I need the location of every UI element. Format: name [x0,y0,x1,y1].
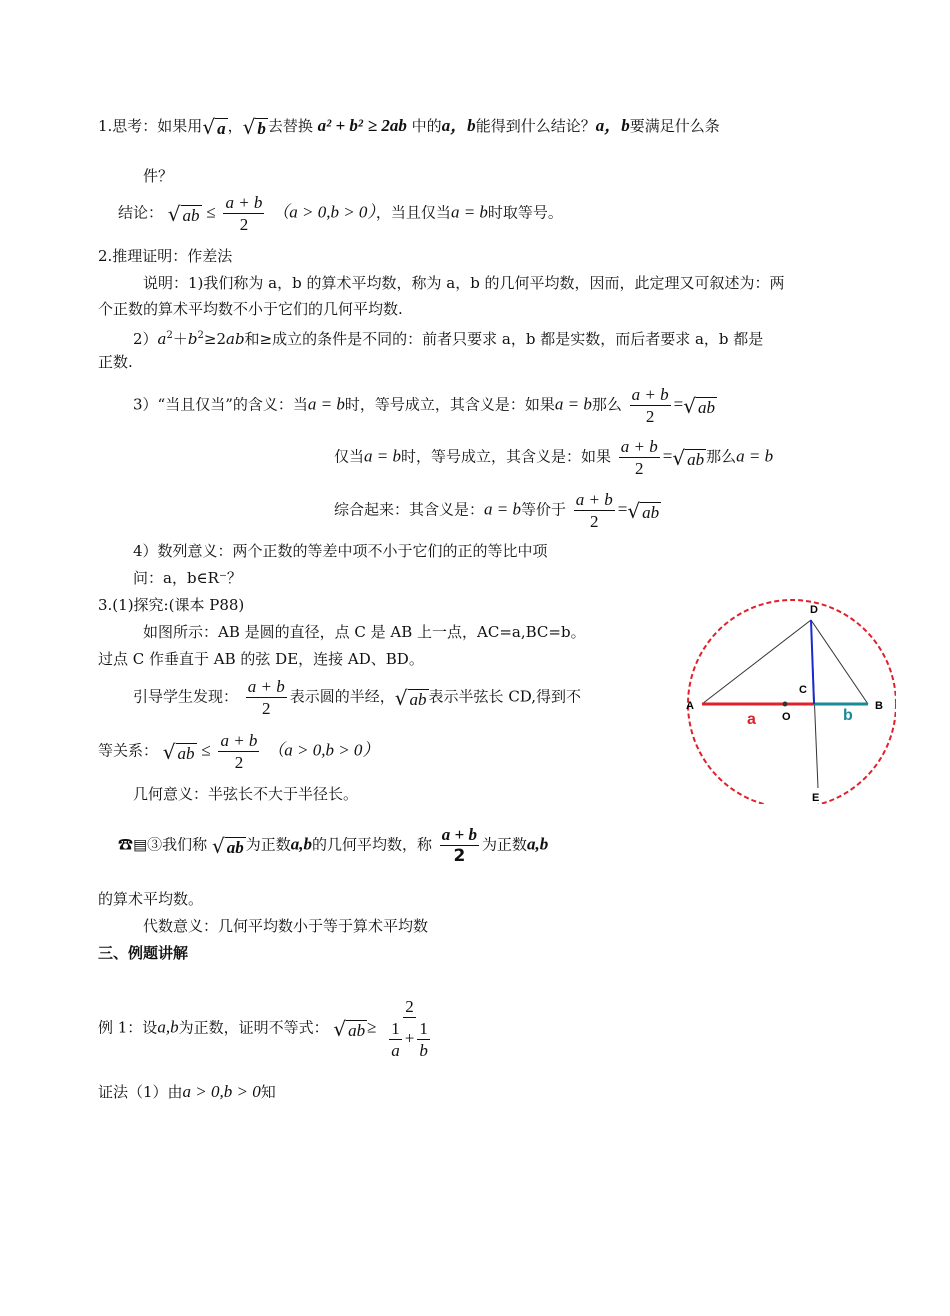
sqrt-ab: √ ab [683,393,715,418]
ineq-lhs: a² + b² [317,116,364,135]
a-eq-b: a = b [484,499,521,519]
text: 时，等号成立，其含义是：如果 [401,447,612,466]
text: 问：a，b∈R⁻？ [133,569,242,587]
text: 能得到什么结论？ [475,117,596,135]
label-a: A [686,700,694,712]
text: 1.思考：如果用 [98,117,203,135]
text: 表示圆的半经， [289,687,395,706]
label-seg-a: a [747,711,756,728]
a-eq-b: a = b [450,202,488,222]
label-seg-b: b [843,707,853,724]
text: 例 1：设 [98,1018,158,1037]
condition: （a > 0,b > 0） [267,740,380,760]
a-eq-b: a = b [307,394,345,414]
le-sign: ≤ [206,202,216,222]
text: 2） [133,330,158,348]
text: 引导学生发现： [133,687,239,706]
text: 代数意义：几何平均数小于等于算术平均数 [143,917,429,935]
text: 正数. [98,353,133,371]
text: ab [226,330,245,348]
eq-sign: = [617,499,628,519]
fraction: $\frac{a + b}{2}$ [631,385,669,426]
text: 为正数 [245,835,291,854]
text: ☎▤➂我们称 [118,835,208,854]
fraction: $\frac{a + b}{2}$ [247,677,285,718]
text: 要满足什么条 [629,117,720,135]
ab-pair: a,b [157,1017,179,1037]
pos-cond: a > 0,b > 0 [182,1082,261,1101]
chord-ad [702,620,811,704]
fraction: $\frac{a + b}{2}$ [575,490,613,531]
text: 等关系： [98,741,159,760]
center-point [783,702,788,707]
label-b: B [875,700,883,712]
text: 结论： [118,203,164,222]
sqrt-ab: √ ab [162,739,195,764]
text: 时取等号。 [487,203,563,222]
ab-vars: a，b [441,116,476,135]
text: 2.推理证明：作差法 [98,247,233,265]
fraction: 2 $\frac{1}{a}$ + $\frac{1}{b}$ [391,997,428,1060]
text: 几何意义：半弦长不大于半径长。 [133,785,359,803]
sqrt-ab: √ ab [394,685,427,710]
text: 4）数列意义：两个正数的等差中项不小于它们的正的等比中项 [133,542,548,560]
text: 时，等号成立，其含义是：如果 [344,395,555,414]
text: 综合起来：其含义是： [334,500,485,519]
sqrt-a: √ a [202,115,226,139]
text: 为正数 [481,835,527,854]
a-eq-b: a = b [364,446,401,466]
text: 证法（1）由 [98,1083,183,1101]
label-c: C [799,684,807,696]
text: 知 [260,1083,276,1101]
label-e: E [812,792,820,804]
eq-sign: = [673,394,684,414]
ineq-rhs: ≥ 2ab [367,116,407,135]
text: 仅当 [334,447,365,466]
text: ≥2 [203,330,226,348]
circle [688,600,896,804]
segment-cd [811,620,814,704]
fraction: $\frac{a + b}{2}$ [220,731,258,772]
text: 件？ [143,167,174,185]
ab-pair: a,b [526,834,549,854]
text: 表示半弦长 CD,得到不 [428,687,582,706]
sqrt-ab: √ ab [672,445,705,470]
fraction: $\frac{a + b}{2}$ [620,437,658,478]
label-d: D [810,604,818,616]
condition: （a > 0,b > 0） [272,202,376,222]
text: 中的 [411,117,442,135]
text: 为正数，证明不等式： [178,1018,329,1037]
text: 3）“当且仅当”的含义：当 [133,395,308,414]
label-o: O [782,711,791,723]
sqrt-ab: √ ab [211,833,244,858]
le-sign: ≤ [201,740,211,760]
sqrt-ab: √ ab [167,201,200,226]
text: a [157,330,167,348]
text: ，当且仅当 [375,203,451,222]
circle-diagram [686,598,896,804]
text: 个正数的算术平均数不小于它们的几何平均数. [98,300,403,318]
sqrt-ab: √ ab [627,498,660,523]
text: 如图所示：AB 是圆的直径，点 C 是 AB 上一点，AC=a,BC=b。 [143,623,586,641]
text: 那么 [706,447,737,466]
ge-sign: ≥ [367,1017,377,1037]
text: 和≥成立的条件是不同的：前者只要求 a，b 都是实数，而后者要求 a，b 都是 [244,330,764,348]
sqrt-ab: √ ab [333,1016,366,1041]
ab-vars: a，b [595,116,630,135]
text: 的算术平均数。 [98,890,204,908]
eq-sign: = [662,446,673,466]
chord-bd [811,620,868,704]
text: 3.(1)探究:(课本 P88) [98,596,245,614]
a-eq-b: a = b [736,446,774,466]
text: 等价于 [521,500,567,519]
text: 过点 C 作垂直于 AB 的弦 DE，连接 AD、BD。 [98,650,424,668]
sqrt-b: √ b [242,115,266,139]
text: 那么 [591,395,622,414]
ab-pair: a,b [290,834,312,854]
text: 去替换 [267,117,313,135]
text: 的几何平均数，称 [311,835,432,854]
fraction: $\frac{a + b}{2}$ [441,825,477,866]
section-heading: 三、例题讲解 [98,944,189,962]
a-eq-b: a = b [554,394,592,414]
text: 说明：1)我们称为 a，b 的算术平均数，称为 a，b 的几何平均数，因而，此定理又可叙述为：两 [143,274,785,292]
fraction: $\frac{a + b}{2}$ [225,193,263,234]
